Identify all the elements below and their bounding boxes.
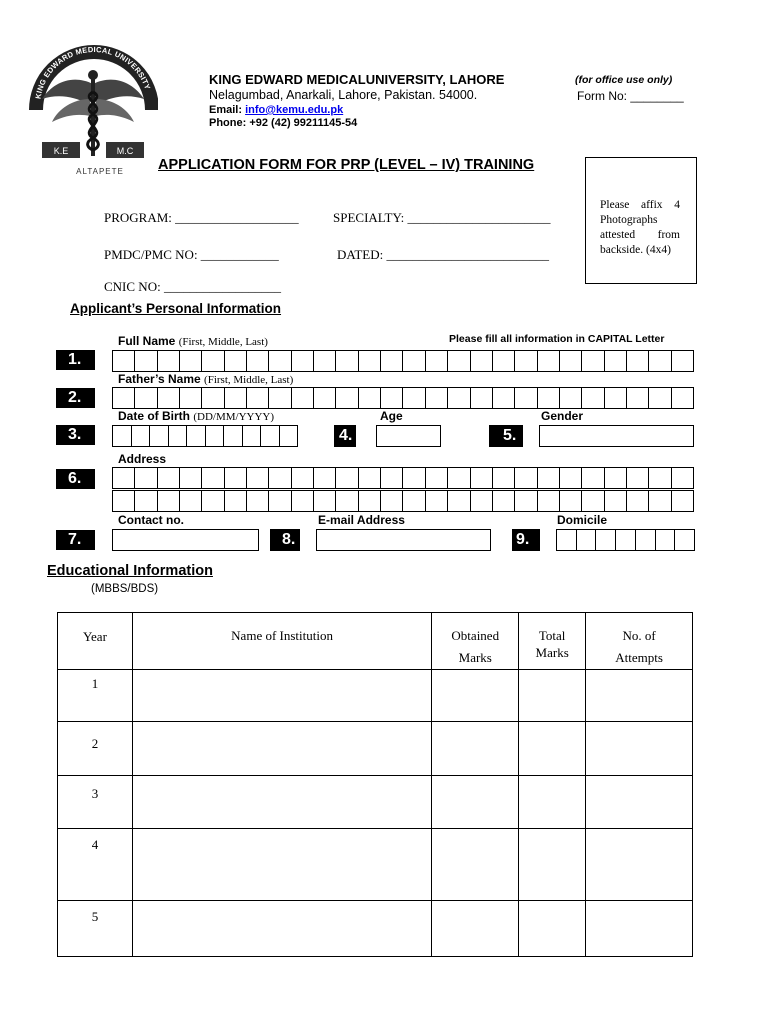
char-box[interactable] xyxy=(470,490,492,512)
father-name-text: Father’s Name xyxy=(118,372,201,386)
char-box[interactable] xyxy=(514,387,536,409)
year-cell xyxy=(58,901,133,957)
char-box[interactable] xyxy=(604,387,626,409)
personal-info-heading: Applicant’s Personal Information xyxy=(70,301,282,316)
char-box[interactable] xyxy=(168,425,187,447)
char-box[interactable] xyxy=(514,490,536,512)
char-box[interactable] xyxy=(537,387,559,409)
char-box[interactable] xyxy=(112,467,134,489)
char-box[interactable] xyxy=(134,350,156,372)
char-box[interactable] xyxy=(201,387,223,409)
number-badge-7: 7. xyxy=(56,530,95,550)
table-row xyxy=(58,722,693,776)
education-table xyxy=(57,612,693,957)
char-box[interactable] xyxy=(313,467,335,489)
char-box[interactable] xyxy=(655,529,675,551)
char-box[interactable] xyxy=(186,425,205,447)
logo-mc-text: M.C xyxy=(116,146,134,156)
institution-cell[interactable] xyxy=(132,776,431,829)
father-name-hint: (First, Middle, Last) xyxy=(204,374,294,386)
total-cell[interactable] xyxy=(519,722,586,776)
obtained-cell[interactable] xyxy=(432,776,519,829)
year-value: 4 xyxy=(91,837,99,852)
university-logo xyxy=(28,44,158,179)
char-box[interactable] xyxy=(157,350,179,372)
char-box[interactable] xyxy=(246,467,268,489)
char-box[interactable] xyxy=(201,490,223,512)
office-use-label: (for office use only) xyxy=(575,74,673,86)
char-box[interactable] xyxy=(576,529,596,551)
university-name: KING EDWARD MEDICALUNIVERSITY, LAHORE xyxy=(209,72,505,87)
char-box[interactable] xyxy=(291,350,313,372)
char-box[interactable] xyxy=(268,490,290,512)
char-box[interactable] xyxy=(559,387,581,409)
form-number: Form No: ________ xyxy=(577,89,684,103)
pmdc-field[interactable]: PMDC/PMC NO: ____________ xyxy=(104,247,279,262)
char-box[interactable] xyxy=(112,490,134,512)
total-cell[interactable] xyxy=(519,670,586,722)
char-box[interactable] xyxy=(335,350,357,372)
number-badge-3: 3. xyxy=(56,425,95,445)
char-box[interactable] xyxy=(626,467,648,489)
char-box[interactable] xyxy=(671,467,694,489)
col-total-line-2: Marks xyxy=(535,645,569,660)
char-box[interactable] xyxy=(131,425,150,447)
char-box[interactable] xyxy=(201,350,223,372)
char-box[interactable] xyxy=(134,467,156,489)
number-badge-1: 1. xyxy=(56,350,95,370)
program-field[interactable]: PROGRAM: ___________________ xyxy=(104,210,299,225)
char-box[interactable] xyxy=(447,490,469,512)
char-box[interactable] xyxy=(604,490,626,512)
email-address-label: E-mail Address xyxy=(318,513,405,527)
char-box[interactable] xyxy=(514,467,536,489)
col-attempts-line-2: Attempts xyxy=(615,650,663,665)
char-box[interactable] xyxy=(556,529,576,551)
capital-letter-note: Please fill all information in CAPITAL Letter xyxy=(449,333,665,345)
char-box[interactable] xyxy=(157,490,179,512)
char-box[interactable] xyxy=(537,490,559,512)
col-total-line-1: Total xyxy=(538,628,566,643)
dob-text: Date of Birth xyxy=(118,409,190,423)
year-cell xyxy=(58,829,133,901)
age-label: Age xyxy=(380,409,403,423)
char-box[interactable] xyxy=(537,350,559,372)
year-cell xyxy=(58,670,133,722)
education-heading: Educational Information xyxy=(47,563,213,579)
char-box[interactable] xyxy=(358,387,380,409)
char-box[interactable] xyxy=(313,350,335,372)
char-box[interactable] xyxy=(604,350,626,372)
char-box[interactable] xyxy=(671,387,694,409)
attempts-cell[interactable] xyxy=(586,776,693,829)
char-box[interactable] xyxy=(179,350,201,372)
year-value: 2 xyxy=(91,736,99,751)
char-box[interactable] xyxy=(470,467,492,489)
dob-label xyxy=(118,409,274,423)
col-obtained-line-2: Marks xyxy=(458,650,492,665)
number-badge-6: 6. xyxy=(56,469,95,489)
col-attempts-header xyxy=(586,613,693,670)
number-badge-2: 2. xyxy=(56,388,95,408)
char-box[interactable] xyxy=(380,490,402,512)
char-box[interactable] xyxy=(648,350,670,372)
char-box[interactable] xyxy=(201,467,223,489)
char-box[interactable] xyxy=(268,387,290,409)
char-box[interactable] xyxy=(242,425,261,447)
char-box[interactable] xyxy=(537,467,559,489)
number-badge-5: 5. xyxy=(489,425,523,447)
char-box[interactable] xyxy=(134,387,156,409)
char-box[interactable] xyxy=(358,467,380,489)
char-box[interactable] xyxy=(581,350,603,372)
father-name-label xyxy=(118,372,293,386)
institution-cell[interactable] xyxy=(132,722,431,776)
char-box[interactable] xyxy=(157,387,179,409)
char-box[interactable] xyxy=(358,490,380,512)
total-cell[interactable] xyxy=(519,829,586,901)
char-box[interactable] xyxy=(313,387,335,409)
age-box[interactable] xyxy=(376,425,441,447)
attempts-cell[interactable] xyxy=(586,901,693,957)
char-box[interactable] xyxy=(615,529,635,551)
char-box[interactable] xyxy=(380,350,402,372)
attempts-cell[interactable] xyxy=(586,670,693,722)
number-badge-8: 8. xyxy=(270,529,300,551)
char-box[interactable] xyxy=(246,490,268,512)
char-box[interactable] xyxy=(514,350,536,372)
total-cell[interactable] xyxy=(519,901,586,957)
address-boxes-line-2[interactable] xyxy=(112,490,694,512)
number-badge-4: 4. xyxy=(334,425,356,447)
char-box[interactable] xyxy=(648,490,670,512)
char-box[interactable] xyxy=(595,529,615,551)
char-box[interactable] xyxy=(447,350,469,372)
table-row xyxy=(58,670,693,722)
photo-box xyxy=(585,157,697,284)
char-box[interactable] xyxy=(223,425,242,447)
logo-arc-text: KING EDWARD MEDICAL UNIVERSITY xyxy=(33,44,153,100)
table-row xyxy=(58,776,693,829)
char-box[interactable] xyxy=(581,387,603,409)
year-value: 1 xyxy=(91,676,99,691)
char-box[interactable] xyxy=(492,387,514,409)
char-box[interactable] xyxy=(447,387,469,409)
char-box[interactable] xyxy=(157,467,179,489)
obtained-cell[interactable] xyxy=(432,901,519,957)
char-box[interactable] xyxy=(380,467,402,489)
char-box[interactable] xyxy=(358,350,380,372)
table-row xyxy=(58,901,693,957)
col-institution-text: Name of Institution xyxy=(231,628,333,643)
char-box[interactable] xyxy=(380,387,402,409)
char-box[interactable] xyxy=(492,467,514,489)
year-value: 5 xyxy=(91,909,99,924)
full-name-hint: (First, Middle, Last) xyxy=(178,336,268,348)
char-box[interactable] xyxy=(671,490,694,512)
char-box[interactable] xyxy=(425,467,447,489)
col-year-text: Year xyxy=(82,629,107,644)
char-box[interactable] xyxy=(149,425,168,447)
col-total-header xyxy=(519,613,586,670)
char-box[interactable] xyxy=(291,490,313,512)
obtained-cell[interactable] xyxy=(432,829,519,901)
char-box[interactable] xyxy=(635,529,655,551)
gender-label: Gender xyxy=(541,409,584,423)
domicile-label: Domicile xyxy=(557,513,608,527)
char-box[interactable] xyxy=(224,350,246,372)
char-box[interactable] xyxy=(224,387,246,409)
char-box[interactable] xyxy=(425,350,447,372)
char-box[interactable] xyxy=(205,425,224,447)
char-box[interactable] xyxy=(279,425,299,447)
char-box[interactable] xyxy=(425,387,447,409)
col-obtained-line-1: Obtained xyxy=(451,628,500,643)
char-box[interactable] xyxy=(447,467,469,489)
char-box[interactable] xyxy=(492,490,514,512)
address-boxes-line-1[interactable] xyxy=(112,467,694,489)
char-box[interactable] xyxy=(674,529,695,551)
char-box[interactable] xyxy=(470,350,492,372)
char-box[interactable] xyxy=(224,490,246,512)
col-attempts-line-1: No. of xyxy=(622,628,656,643)
email-label: Email: xyxy=(209,104,243,116)
char-box[interactable] xyxy=(402,490,424,512)
char-box[interactable] xyxy=(291,467,313,489)
char-box[interactable] xyxy=(246,387,268,409)
email-box[interactable] xyxy=(316,529,491,551)
char-box[interactable] xyxy=(470,387,492,409)
col-obtained-header xyxy=(432,613,519,670)
char-box[interactable] xyxy=(179,467,201,489)
full-name-boxes[interactable] xyxy=(112,350,694,372)
char-box[interactable] xyxy=(335,387,357,409)
char-box[interactable] xyxy=(626,350,648,372)
char-box[interactable] xyxy=(559,350,581,372)
caduceus-logo-icon xyxy=(28,44,158,179)
attempts-cell[interactable] xyxy=(586,829,693,901)
cnic-field[interactable]: CNIC NO: __________________ xyxy=(104,279,281,294)
year-cell xyxy=(58,776,133,829)
phone-line: Phone: +92 (42) 99211145-54 xyxy=(209,117,358,129)
obtained-cell[interactable] xyxy=(432,670,519,722)
form-title: APPLICATION FORM FOR PRP (LEVEL – IV) TRAINING xyxy=(158,157,535,173)
char-box[interactable] xyxy=(179,387,201,409)
char-box[interactable] xyxy=(581,490,603,512)
logo-ke-text: K.E xyxy=(53,146,69,156)
char-box[interactable] xyxy=(671,350,694,372)
char-box[interactable] xyxy=(134,490,156,512)
char-box[interactable] xyxy=(313,490,335,512)
col-institution-header xyxy=(132,613,431,670)
char-box[interactable] xyxy=(604,467,626,489)
char-box[interactable] xyxy=(112,425,131,447)
char-box[interactable] xyxy=(268,350,290,372)
obtained-cell[interactable] xyxy=(432,722,519,776)
education-subheading: (MBBS/BDS) xyxy=(91,583,159,595)
char-box[interactable] xyxy=(335,490,357,512)
number-badge-9: 9. xyxy=(512,529,540,551)
dated-field[interactable]: DATED: _________________________ xyxy=(337,247,549,262)
char-box[interactable] xyxy=(224,467,246,489)
char-box[interactable] xyxy=(626,490,648,512)
char-box[interactable] xyxy=(626,387,648,409)
char-box[interactable] xyxy=(112,387,134,409)
institution-cell[interactable] xyxy=(132,829,431,901)
logo-motto: ALTAPETE xyxy=(76,167,124,176)
institution-cell[interactable] xyxy=(132,670,431,722)
year-value: 3 xyxy=(91,786,99,801)
char-box[interactable] xyxy=(559,490,581,512)
email-line xyxy=(209,104,343,116)
char-box[interactable] xyxy=(402,387,424,409)
char-box[interactable] xyxy=(335,467,357,489)
specialty-field[interactable]: SPECIALTY: ______________________ xyxy=(333,210,551,225)
char-box[interactable] xyxy=(402,350,424,372)
domicile-boxes[interactable] xyxy=(556,529,695,551)
char-box[interactable] xyxy=(291,387,313,409)
university-address: Nelagumbad, Anarkali, Lahore, Pakistan. 54000. xyxy=(209,88,478,102)
char-box[interactable] xyxy=(559,467,581,489)
photo-instruction: Please affix 4 Photographs attested from backside. (4x4) xyxy=(600,199,680,256)
char-box[interactable] xyxy=(402,467,424,489)
full-name-label xyxy=(118,334,268,348)
email-link[interactable]: info@kemu.edu.pk xyxy=(245,104,344,116)
char-box[interactable] xyxy=(492,350,514,372)
institution-cell[interactable] xyxy=(132,901,431,957)
char-box[interactable] xyxy=(179,490,201,512)
contact-label: Contact no. xyxy=(118,513,184,527)
char-box[interactable] xyxy=(425,490,447,512)
char-box[interactable] xyxy=(268,467,290,489)
char-box[interactable] xyxy=(112,350,134,372)
father-name-boxes[interactable] xyxy=(112,387,694,409)
total-cell[interactable] xyxy=(519,776,586,829)
table-row xyxy=(58,829,693,901)
char-box[interactable] xyxy=(581,467,603,489)
full-name-text: Full Name xyxy=(118,334,176,348)
address-label: Address xyxy=(118,452,167,466)
table-header-row xyxy=(58,613,693,670)
year-cell xyxy=(58,722,133,776)
char-box[interactable] xyxy=(260,425,279,447)
char-box[interactable] xyxy=(246,350,268,372)
char-box[interactable] xyxy=(648,467,670,489)
char-box[interactable] xyxy=(648,387,670,409)
attempts-cell[interactable] xyxy=(586,722,693,776)
col-year-header xyxy=(58,613,133,670)
dob-hint: (DD/MM/YYYY) xyxy=(193,411,275,423)
dob-boxes[interactable] xyxy=(112,425,298,447)
contact-box[interactable] xyxy=(112,529,259,551)
gender-box[interactable] xyxy=(539,425,694,447)
